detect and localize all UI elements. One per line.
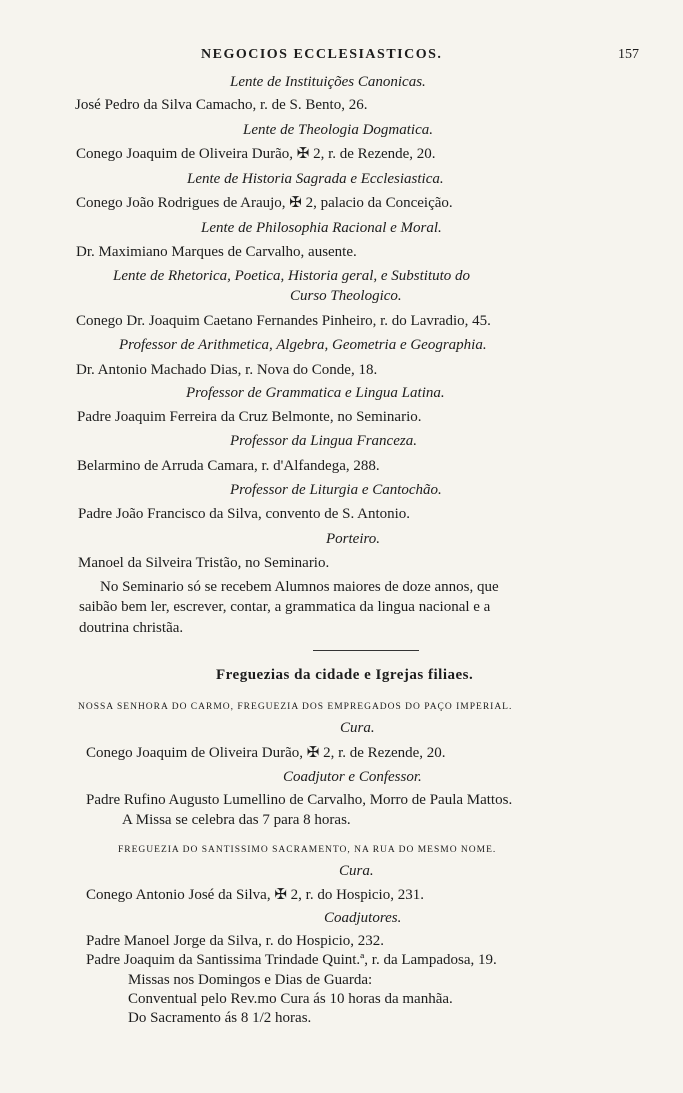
section-heading: Lente de Theologia Dogmatica. bbox=[243, 122, 433, 138]
paragraph-line: saibão bem ler, escrever, contar, a grammatica da lingua nacional e a bbox=[79, 599, 491, 615]
entry-line: Conego João Rodrigues de Araujo, ✠ 2, palacio da Conceição. bbox=[76, 195, 453, 211]
entry-line: Dr. Antonio Machado Dias, r. Nova do Conde, 18. bbox=[76, 362, 378, 378]
entry-line: Padre João Francisco da Silva, convento de S. Antonio. bbox=[78, 506, 411, 522]
running-header: NEGOCIOS ECCLESIASTICOS. bbox=[201, 47, 443, 62]
entry-line: Manoel da Silveira Tristão, no Seminario. bbox=[78, 555, 330, 571]
section-heading: Professor da Lingua Franceza. bbox=[230, 433, 417, 449]
parish-heading: NOSSA SENHORA DO CARMO, FREGUEZIA DOS EMPREGADOS DO PAÇO IMPERIAL. bbox=[78, 702, 513, 712]
entry-line: Conego Joaquim de Oliveira Durão, ✠ 2, r. de Rezende, 20. bbox=[76, 146, 436, 162]
section-heading: Professor de Grammatica e Lingua Latina. bbox=[186, 385, 445, 401]
section-heading: Lente de Instituições Canonicas. bbox=[230, 74, 426, 90]
entry-line: Conventual pelo Rev.mo Cura ás 10 horas da manhãa. bbox=[128, 991, 453, 1007]
entry-line: Belarmino de Arruda Camara, r. d'Alfandega, 288. bbox=[77, 458, 380, 474]
entry-line: Conego Antonio José da Silva, ✠ 2, r. do Hospicio, 231. bbox=[86, 887, 424, 903]
section-heading: Cura. bbox=[340, 720, 375, 736]
section-heading: Professor de Liturgia e Cantochão. bbox=[230, 482, 442, 498]
divider-rule bbox=[313, 650, 419, 651]
entry-line: Padre Manoel Jorge da Silva, r. do Hospicio, 232. bbox=[86, 933, 385, 949]
entry-line: Padre Joaquim Ferreira da Cruz Belmonte, no Seminario. bbox=[77, 409, 422, 425]
section-heading: Lente de Philosophia Racional e Moral. bbox=[201, 220, 442, 236]
entry-line: Do Sacramento ás 8 1/2 horas. bbox=[128, 1010, 312, 1026]
page-number: 157 bbox=[618, 47, 639, 62]
entry-line: Padre Rufino Augusto Lumellino de Carvalho, Morro de Paula Mattos. bbox=[86, 792, 513, 808]
section-heading: Curso Theologico. bbox=[290, 288, 402, 304]
entry-line: Dr. Maximiano Marques de Carvalho, ausente. bbox=[76, 244, 357, 260]
section-heading: Lente de Historia Sagrada e Ecclesiastica. bbox=[187, 171, 444, 187]
paragraph-line: doutrina christãa. bbox=[79, 620, 184, 636]
section-heading: Lente de Rhetorica, Poetica, Historia geral, e Substituto do bbox=[113, 268, 471, 284]
section-heading: Professor de Arithmetica, Algebra, Geometria e Geographia. bbox=[119, 337, 487, 353]
section-title: Freguezias da cidade e Igrejas filiaes. bbox=[216, 667, 474, 683]
entry-line: Conego Dr. Joaquim Caetano Fernandes Pinheiro, r. do Lavradio, 45. bbox=[76, 313, 491, 329]
section-heading: Cura. bbox=[339, 863, 374, 879]
section-heading: Coadjutores. bbox=[324, 910, 402, 926]
section-heading: Coadjutor e Confessor. bbox=[283, 769, 422, 785]
section-heading: Porteiro. bbox=[326, 531, 381, 547]
entry-line: A Missa se celebra das 7 para 8 horas. bbox=[122, 812, 351, 828]
parish-heading: FREGUEZIA DO SANTISSIMO SACRAMENTO, NA RUA DO MESMO NOME. bbox=[118, 845, 497, 855]
entry-line: Conego Joaquim de Oliveira Durão, ✠ 2, r. de Rezende, 20. bbox=[86, 745, 446, 761]
paragraph-line: No Seminario só se recebem Alumnos maiores de doze annos, que bbox=[100, 579, 499, 595]
entry-line: Padre Joaquim da Santissima Trindade Quint.ª, r. da Lampadosa, 19. bbox=[86, 952, 497, 968]
entry-line: Missas nos Domingos e Dias de Guarda: bbox=[128, 972, 373, 988]
entry-line: José Pedro da Silva Camacho, r. de S. Bento, 26. bbox=[75, 97, 368, 113]
